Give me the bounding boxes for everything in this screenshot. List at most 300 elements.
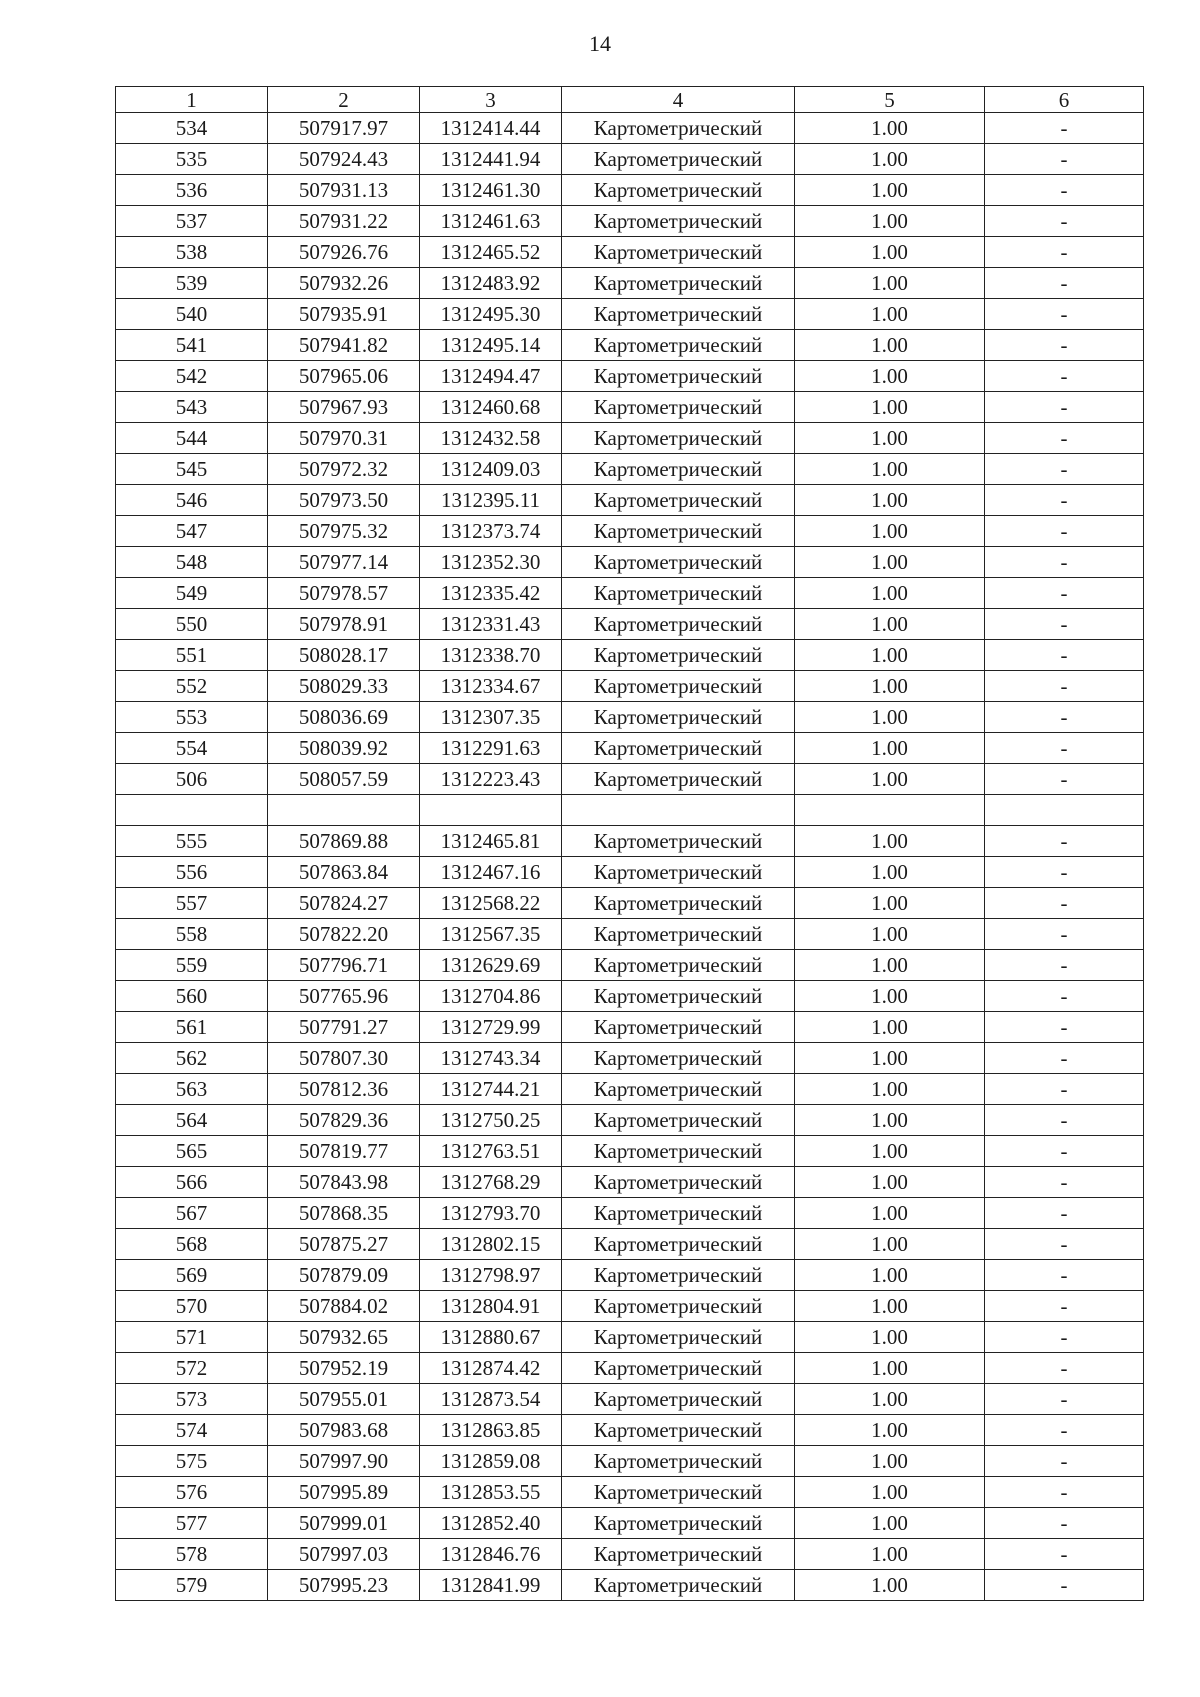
method-cell: Картометрический	[562, 1012, 795, 1043]
note-cell: -	[985, 1229, 1144, 1260]
point-number-cell: 560	[116, 981, 268, 1012]
column-header: 1	[116, 87, 268, 113]
table-row	[116, 640, 1144, 671]
accuracy-cell: 1.00	[795, 1539, 985, 1570]
method-cell: Картометрический	[562, 919, 795, 950]
x-coordinate-cell: 507829.36	[268, 1105, 420, 1136]
x-coordinate-cell: 507970.31	[268, 423, 420, 454]
note-cell: -	[985, 1012, 1144, 1043]
method-cell: Картометрический	[562, 1136, 795, 1167]
point-number-cell: 578	[116, 1539, 268, 1570]
table-row	[116, 237, 1144, 268]
note-cell: -	[985, 1074, 1144, 1105]
table-row	[116, 113, 1144, 144]
method-cell: Картометрический	[562, 1539, 795, 1570]
point-number-cell: 556	[116, 857, 268, 888]
note-cell: -	[985, 1167, 1144, 1198]
y-coordinate-cell: 1312846.76	[420, 1539, 562, 1570]
point-number-cell: 563	[116, 1074, 268, 1105]
x-coordinate-cell: 507812.36	[268, 1074, 420, 1105]
y-coordinate-cell: 1312793.70	[420, 1198, 562, 1229]
x-coordinate-cell: 507965.06	[268, 361, 420, 392]
y-coordinate-cell: 1312704.86	[420, 981, 562, 1012]
x-coordinate-cell: 507999.01	[268, 1508, 420, 1539]
accuracy-cell: 1.00	[795, 485, 985, 516]
point-number-cell: 562	[116, 1043, 268, 1074]
point-number-cell: 567	[116, 1198, 268, 1229]
accuracy-cell: 1.00	[795, 175, 985, 206]
note-cell: -	[985, 1384, 1144, 1415]
point-number-cell: 570	[116, 1291, 268, 1322]
accuracy-cell: 1.00	[795, 1105, 985, 1136]
x-coordinate-cell: 507978.91	[268, 609, 420, 640]
y-coordinate-cell: 1312395.11	[420, 485, 562, 516]
table-row	[116, 206, 1144, 237]
method-cell: Картометрический	[562, 640, 795, 671]
note-cell: -	[985, 1198, 1144, 1229]
y-coordinate-cell: 1312798.97	[420, 1260, 562, 1291]
point-number-cell: 576	[116, 1477, 268, 1508]
method-cell: Картометрический	[562, 1477, 795, 1508]
y-coordinate-cell: 1312373.74	[420, 516, 562, 547]
x-coordinate-cell: 507875.27	[268, 1229, 420, 1260]
method-cell: Картометрический	[562, 733, 795, 764]
method-cell: Картометрический	[562, 888, 795, 919]
y-coordinate-cell: 1312750.25	[420, 1105, 562, 1136]
y-coordinate-cell: 1312744.21	[420, 1074, 562, 1105]
method-cell: Картометрический	[562, 1415, 795, 1446]
y-coordinate-cell: 1312432.58	[420, 423, 562, 454]
y-coordinate-cell: 1312743.34	[420, 1043, 562, 1074]
y-coordinate-cell	[420, 795, 562, 826]
y-coordinate-cell: 1312465.52	[420, 237, 562, 268]
point-number-cell: 559	[116, 950, 268, 981]
method-cell: Картометрический	[562, 671, 795, 702]
table-row	[116, 950, 1144, 981]
accuracy-cell: 1.00	[795, 702, 985, 733]
method-cell: Картометрический	[562, 361, 795, 392]
accuracy-cell: 1.00	[795, 361, 985, 392]
x-coordinate-cell: 507843.98	[268, 1167, 420, 1198]
accuracy-cell	[795, 795, 985, 826]
x-coordinate-cell: 507997.90	[268, 1446, 420, 1477]
method-cell: Картометрический	[562, 578, 795, 609]
point-number-cell: 568	[116, 1229, 268, 1260]
y-coordinate-cell: 1312467.16	[420, 857, 562, 888]
method-cell: Картометрический	[562, 1570, 795, 1601]
accuracy-cell: 1.00	[795, 888, 985, 919]
accuracy-cell: 1.00	[795, 981, 985, 1012]
point-number-cell: 540	[116, 299, 268, 330]
y-coordinate-cell: 1312352.30	[420, 547, 562, 578]
point-number-cell: 555	[116, 826, 268, 857]
x-coordinate-cell: 507997.03	[268, 1539, 420, 1570]
method-cell: Картометрический	[562, 1446, 795, 1477]
table-row	[116, 547, 1144, 578]
page-number: 14	[589, 31, 611, 56]
x-coordinate-cell: 507995.23	[268, 1570, 420, 1601]
note-cell: -	[985, 1477, 1144, 1508]
note-cell: -	[985, 392, 1144, 423]
y-coordinate-cell: 1312223.43	[420, 764, 562, 795]
y-coordinate-cell: 1312331.43	[420, 609, 562, 640]
method-cell: Картометрический	[562, 826, 795, 857]
table-row	[116, 1105, 1144, 1136]
point-number-cell: 536	[116, 175, 268, 206]
table-row	[116, 299, 1144, 330]
table-row	[116, 1384, 1144, 1415]
table-row	[116, 671, 1144, 702]
point-number-cell: 535	[116, 144, 268, 175]
point-number-cell: 547	[116, 516, 268, 547]
method-cell: Картометрический	[562, 857, 795, 888]
y-coordinate-cell: 1312461.63	[420, 206, 562, 237]
table-row	[116, 144, 1144, 175]
y-coordinate-cell: 1312441.94	[420, 144, 562, 175]
x-coordinate-cell: 507807.30	[268, 1043, 420, 1074]
point-number-cell: 569	[116, 1260, 268, 1291]
table-row	[116, 330, 1144, 361]
note-cell: -	[985, 516, 1144, 547]
method-cell: Картометрический	[562, 702, 795, 733]
y-coordinate-cell: 1312495.14	[420, 330, 562, 361]
point-number-cell	[116, 795, 268, 826]
y-coordinate-cell: 1312335.42	[420, 578, 562, 609]
note-cell: -	[985, 733, 1144, 764]
x-coordinate-cell: 507935.91	[268, 299, 420, 330]
accuracy-cell: 1.00	[795, 330, 985, 361]
method-cell: Картометрический	[562, 113, 795, 144]
accuracy-cell: 1.00	[795, 1322, 985, 1353]
x-coordinate-cell: 507952.19	[268, 1353, 420, 1384]
y-coordinate-cell: 1312629.69	[420, 950, 562, 981]
accuracy-cell: 1.00	[795, 1477, 985, 1508]
table-row	[116, 1136, 1144, 1167]
accuracy-cell: 1.00	[795, 144, 985, 175]
note-cell: -	[985, 1415, 1144, 1446]
table-row	[116, 1012, 1144, 1043]
table-row	[116, 702, 1144, 733]
accuracy-cell: 1.00	[795, 1291, 985, 1322]
point-number-cell: 573	[116, 1384, 268, 1415]
table-row	[116, 423, 1144, 454]
method-cell: Картометрический	[562, 1167, 795, 1198]
y-coordinate-cell: 1312414.44	[420, 113, 562, 144]
point-number-cell: 551	[116, 640, 268, 671]
accuracy-cell: 1.00	[795, 299, 985, 330]
x-coordinate-cell: 507869.88	[268, 826, 420, 857]
point-number-cell: 548	[116, 547, 268, 578]
note-cell: -	[985, 764, 1144, 795]
table-row	[116, 1446, 1144, 1477]
point-number-cell: 579	[116, 1570, 268, 1601]
accuracy-cell: 1.00	[795, 1415, 985, 1446]
table-row	[116, 1322, 1144, 1353]
method-cell: Картометрический	[562, 547, 795, 578]
method-cell: Картометрический	[562, 516, 795, 547]
point-number-cell: 541	[116, 330, 268, 361]
note-cell: -	[985, 423, 1144, 454]
accuracy-cell: 1.00	[795, 1167, 985, 1198]
note-cell: -	[985, 1136, 1144, 1167]
accuracy-cell: 1.00	[795, 950, 985, 981]
point-number-cell: 539	[116, 268, 268, 299]
point-number-cell: 543	[116, 392, 268, 423]
table-row	[116, 857, 1144, 888]
column-header: 4	[562, 87, 795, 113]
accuracy-cell: 1.00	[795, 857, 985, 888]
x-coordinate-cell: 507879.09	[268, 1260, 420, 1291]
accuracy-cell: 1.00	[795, 578, 985, 609]
point-number-cell: 565	[116, 1136, 268, 1167]
note-cell: -	[985, 299, 1144, 330]
point-number-cell: 534	[116, 113, 268, 144]
table-body	[116, 87, 1144, 1601]
x-coordinate-cell: 508036.69	[268, 702, 420, 733]
x-coordinate-cell: 507977.14	[268, 547, 420, 578]
method-cell: Картометрический	[562, 981, 795, 1012]
table-row	[116, 1570, 1144, 1601]
accuracy-cell: 1.00	[795, 640, 985, 671]
x-coordinate-cell: 507972.32	[268, 454, 420, 485]
point-number-cell: 557	[116, 888, 268, 919]
method-cell: Картометрический	[562, 1291, 795, 1322]
accuracy-cell: 1.00	[795, 547, 985, 578]
accuracy-cell: 1.00	[795, 423, 985, 454]
accuracy-cell: 1.00	[795, 237, 985, 268]
point-number-cell: 572	[116, 1353, 268, 1384]
table-row	[116, 795, 1144, 826]
method-cell: Картометрический	[562, 1508, 795, 1539]
table-row	[116, 1508, 1144, 1539]
y-coordinate-cell: 1312804.91	[420, 1291, 562, 1322]
x-coordinate-cell: 507932.26	[268, 268, 420, 299]
x-coordinate-cell: 507924.43	[268, 144, 420, 175]
note-cell: -	[985, 268, 1144, 299]
accuracy-cell: 1.00	[795, 1508, 985, 1539]
accuracy-cell: 1.00	[795, 454, 985, 485]
note-cell: -	[985, 485, 1144, 516]
method-cell: Картометрический	[562, 1384, 795, 1415]
note-cell: -	[985, 144, 1144, 175]
accuracy-cell: 1.00	[795, 113, 985, 144]
point-number-cell: 506	[116, 764, 268, 795]
header-row	[116, 87, 1144, 113]
method-cell: Картометрический	[562, 1322, 795, 1353]
accuracy-cell: 1.00	[795, 1136, 985, 1167]
accuracy-cell: 1.00	[795, 764, 985, 795]
x-coordinate-cell: 507932.65	[268, 1322, 420, 1353]
accuracy-cell: 1.00	[795, 1353, 985, 1384]
method-cell: Картометрический	[562, 485, 795, 516]
x-coordinate-cell: 507822.20	[268, 919, 420, 950]
note-cell	[985, 795, 1144, 826]
note-cell: -	[985, 950, 1144, 981]
accuracy-cell: 1.00	[795, 671, 985, 702]
y-coordinate-cell: 1312409.03	[420, 454, 562, 485]
y-coordinate-cell: 1312338.70	[420, 640, 562, 671]
note-cell: -	[985, 454, 1144, 485]
x-coordinate-cell: 507983.68	[268, 1415, 420, 1446]
y-coordinate-cell: 1312859.08	[420, 1446, 562, 1477]
note-cell: -	[985, 1260, 1144, 1291]
point-number-cell: 554	[116, 733, 268, 764]
point-number-cell: 558	[116, 919, 268, 950]
note-cell: -	[985, 578, 1144, 609]
accuracy-cell: 1.00	[795, 1043, 985, 1074]
method-cell: Картометрический	[562, 299, 795, 330]
note-cell: -	[985, 237, 1144, 268]
x-coordinate-cell: 507791.27	[268, 1012, 420, 1043]
method-cell: Картометрический	[562, 609, 795, 640]
y-coordinate-cell: 1312495.30	[420, 299, 562, 330]
x-coordinate-cell: 507796.71	[268, 950, 420, 981]
table-row	[116, 1229, 1144, 1260]
x-coordinate-cell: 508057.59	[268, 764, 420, 795]
accuracy-cell: 1.00	[795, 826, 985, 857]
note-cell: -	[985, 1570, 1144, 1601]
method-cell: Картометрический	[562, 423, 795, 454]
accuracy-cell: 1.00	[795, 919, 985, 950]
table-row	[116, 919, 1144, 950]
method-cell: Картометрический	[562, 1229, 795, 1260]
table-row	[116, 392, 1144, 423]
y-coordinate-cell: 1312852.40	[420, 1508, 562, 1539]
method-cell: Картометрический	[562, 1043, 795, 1074]
table-row	[116, 1074, 1144, 1105]
note-cell: -	[985, 981, 1144, 1012]
method-cell: Картометрический	[562, 392, 795, 423]
method-cell: Картометрический	[562, 950, 795, 981]
table-row	[116, 1291, 1144, 1322]
table-row	[116, 1198, 1144, 1229]
accuracy-cell: 1.00	[795, 1570, 985, 1601]
x-coordinate-cell: 507765.96	[268, 981, 420, 1012]
method-cell: Картометрический	[562, 764, 795, 795]
method-cell: Картометрический	[562, 175, 795, 206]
table-row	[116, 1167, 1144, 1198]
point-number-cell: 545	[116, 454, 268, 485]
accuracy-cell: 1.00	[795, 392, 985, 423]
method-cell: Картометрический	[562, 1074, 795, 1105]
x-coordinate-cell: 507955.01	[268, 1384, 420, 1415]
x-coordinate-cell: 507863.84	[268, 857, 420, 888]
accuracy-cell: 1.00	[795, 516, 985, 547]
accuracy-cell: 1.00	[795, 1446, 985, 1477]
x-coordinate-cell: 507978.57	[268, 578, 420, 609]
coordinates-table	[115, 86, 1144, 1601]
table-row	[116, 485, 1144, 516]
accuracy-cell: 1.00	[795, 1384, 985, 1415]
point-number-cell: 552	[116, 671, 268, 702]
table-row	[116, 1477, 1144, 1508]
table-row	[116, 888, 1144, 919]
point-number-cell: 566	[116, 1167, 268, 1198]
table-row	[116, 1415, 1144, 1446]
note-cell: -	[985, 547, 1144, 578]
point-number-cell: 546	[116, 485, 268, 516]
point-number-cell: 561	[116, 1012, 268, 1043]
note-cell: -	[985, 919, 1144, 950]
x-coordinate-cell: 507931.13	[268, 175, 420, 206]
y-coordinate-cell: 1312853.55	[420, 1477, 562, 1508]
x-coordinate-cell: 508028.17	[268, 640, 420, 671]
accuracy-cell: 1.00	[795, 609, 985, 640]
table-row	[116, 1539, 1144, 1570]
method-cell	[562, 795, 795, 826]
table-row	[116, 733, 1144, 764]
y-coordinate-cell: 1312461.30	[420, 175, 562, 206]
accuracy-cell: 1.00	[795, 733, 985, 764]
x-coordinate-cell: 507868.35	[268, 1198, 420, 1229]
note-cell: -	[985, 113, 1144, 144]
note-cell: -	[985, 609, 1144, 640]
x-coordinate-cell: 508039.92	[268, 733, 420, 764]
method-cell: Картометрический	[562, 237, 795, 268]
note-cell: -	[985, 671, 1144, 702]
point-number-cell: 538	[116, 237, 268, 268]
x-coordinate-cell: 507975.32	[268, 516, 420, 547]
column-header: 5	[795, 87, 985, 113]
y-coordinate-cell: 1312483.92	[420, 268, 562, 299]
note-cell: -	[985, 175, 1144, 206]
note-cell: -	[985, 330, 1144, 361]
y-coordinate-cell: 1312568.22	[420, 888, 562, 919]
point-number-cell: 542	[116, 361, 268, 392]
accuracy-cell: 1.00	[795, 1198, 985, 1229]
point-number-cell: 571	[116, 1322, 268, 1353]
method-cell: Картометрический	[562, 1353, 795, 1384]
table-row	[116, 981, 1144, 1012]
table-row	[116, 1260, 1144, 1291]
x-coordinate-cell: 507967.93	[268, 392, 420, 423]
method-cell: Картометрический	[562, 454, 795, 485]
accuracy-cell: 1.00	[795, 206, 985, 237]
table-row	[116, 454, 1144, 485]
table-row	[116, 764, 1144, 795]
table-row	[116, 361, 1144, 392]
x-coordinate-cell: 507931.22	[268, 206, 420, 237]
y-coordinate-cell: 1312874.42	[420, 1353, 562, 1384]
note-cell: -	[985, 206, 1144, 237]
table-row	[116, 826, 1144, 857]
note-cell: -	[985, 1105, 1144, 1136]
note-cell: -	[985, 857, 1144, 888]
note-cell: -	[985, 1291, 1144, 1322]
y-coordinate-cell: 1312494.47	[420, 361, 562, 392]
point-number-cell: 537	[116, 206, 268, 237]
table-row	[116, 268, 1144, 299]
y-coordinate-cell: 1312307.35	[420, 702, 562, 733]
point-number-cell: 575	[116, 1446, 268, 1477]
x-coordinate-cell: 507884.02	[268, 1291, 420, 1322]
point-number-cell: 544	[116, 423, 268, 454]
table-row	[116, 1043, 1144, 1074]
accuracy-cell: 1.00	[795, 1074, 985, 1105]
x-coordinate-cell: 507917.97	[268, 113, 420, 144]
table-row	[116, 1353, 1144, 1384]
y-coordinate-cell: 1312763.51	[420, 1136, 562, 1167]
point-number-cell: 574	[116, 1415, 268, 1446]
column-header: 3	[420, 87, 562, 113]
table-row	[116, 175, 1144, 206]
table-row	[116, 609, 1144, 640]
note-cell: -	[985, 1353, 1144, 1384]
note-cell: -	[985, 1539, 1144, 1570]
point-number-cell: 549	[116, 578, 268, 609]
x-coordinate-cell: 507941.82	[268, 330, 420, 361]
method-cell: Картометрический	[562, 144, 795, 175]
